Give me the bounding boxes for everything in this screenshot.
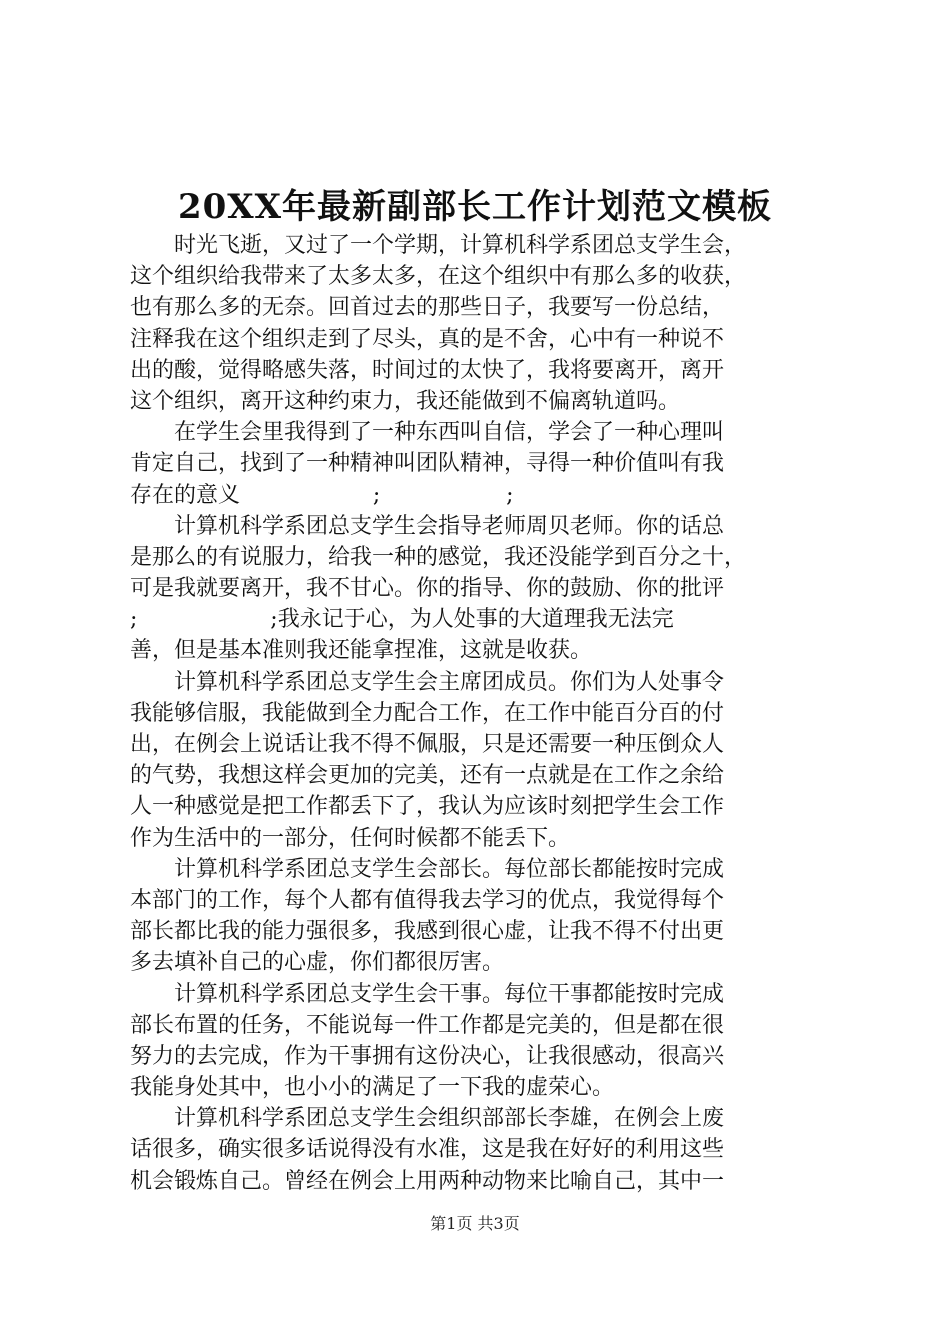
text-line: 努力的去完成，作为干事拥有这份决心，让我很感动，很高兴 xyxy=(130,1043,725,1069)
text-line: 计算机科学系团总支学生会干事。每位干事都能按时完成 xyxy=(174,981,725,1007)
text-line: 这个组织，离开这种约束力，我还能做到不偏离轨道吗。 xyxy=(130,388,681,414)
text-line: 可是我就要离开，我不甘心。你的指导、你的鼓励、你的批评 xyxy=(130,576,725,602)
text-line: 多去填补自己的心虚，你们都很厉害。 xyxy=(130,950,505,976)
text-line: 的气势，我想这样会更加的完美，还有一点就是在工作之余给 xyxy=(130,763,725,789)
paragraph xyxy=(130,230,830,417)
document-title: 20XX年最新副部长工作计划范文模板 xyxy=(177,187,773,227)
text-line: 是那么的有说服力，给我一种的感觉，我还没能学到百分之十， xyxy=(130,544,747,570)
text-line: 本部门的工作，每个人都有值得我去学习的优点，我觉得每个 xyxy=(130,887,725,913)
text-line: 作为生活中的一部分，任何时候都不能丢下。 xyxy=(130,825,571,851)
text-line: 这个组织给我带来了太多太多，在这个组织中有那么多的收获， xyxy=(130,264,747,290)
text-line: ; ;我永记于心，为人处事的大道理我无法完 xyxy=(130,607,674,633)
text-line: 善，但是基本准则我还能拿捏准，这就是收获。 xyxy=(130,638,593,664)
paragraph xyxy=(130,667,830,854)
text-line: 话很多，确实很多话说得没有水准，这是我在好好的利用这些 xyxy=(130,1137,725,1163)
page-number-footer: 第1页 共3页 xyxy=(430,1214,520,1233)
paragraph xyxy=(130,417,830,511)
text-line: 计算机科学系团总支学生会部长。每位部长都能按时完成 xyxy=(174,856,725,882)
text-line: 存在的意义 ; ; xyxy=(130,482,514,508)
text-line: 注释我在这个组织走到了尽头，真的是不舍，心中有一种说不 xyxy=(130,326,725,352)
text-line: 部长都比我的能力强很多，我感到很心虚，让我不得不付出更 xyxy=(130,919,725,945)
paragraph xyxy=(130,979,830,1104)
text-line: 部长布置的任务，不能说每一件工作都是完美的，但是都在很 xyxy=(130,1012,725,1038)
paragraph xyxy=(130,1103,830,1197)
text-line: 也有那么多的无奈。回首过去的那些日子，我要写一份总结， xyxy=(130,295,725,321)
text-line: 计算机科学系团总支学生会指导老师周贝老师。你的话总 xyxy=(174,513,725,539)
document-body xyxy=(130,230,830,1197)
text-line: 计算机科学系团总支学生会组织部部长李雄，在例会上废 xyxy=(174,1106,725,1132)
paragraph xyxy=(130,854,830,979)
text-line: 人一种感觉是把工作都丢下了，我认为应该时刻把学生会工作 xyxy=(130,794,725,820)
text-line: 我能够信服，我能做到全力配合工作，在工作中能百分百的付 xyxy=(130,700,725,726)
text-line: 肯定自己，找到了一种精神叫团队精神，寻得一种价值叫有我 xyxy=(130,451,725,477)
text-line: 出，在例会上说话让我不得不佩服，只是还需要一种压倒众人 xyxy=(130,732,725,757)
text-line: 我能身处其中，也小小的满足了一下我的虚荣心。 xyxy=(130,1075,615,1101)
text-line: 计算机科学系团总支学生会主席团成员。你们为人处事令 xyxy=(174,669,725,695)
text-line: 在学生会里我得到了一种东西叫自信，学会了一种心理叫 xyxy=(174,420,725,446)
text-line: 时光飞逝，又过了一个学期，计算机科学系团总支学生会， xyxy=(174,233,747,258)
text-line: 出的酸，觉得略感失落，时间过的太快了，我将要离开，离开 xyxy=(130,357,725,383)
text-line: 机会锻炼自己。曾经在例会上用两种动物来比喻自己，其中一 xyxy=(130,1168,725,1194)
paragraph xyxy=(130,511,830,667)
